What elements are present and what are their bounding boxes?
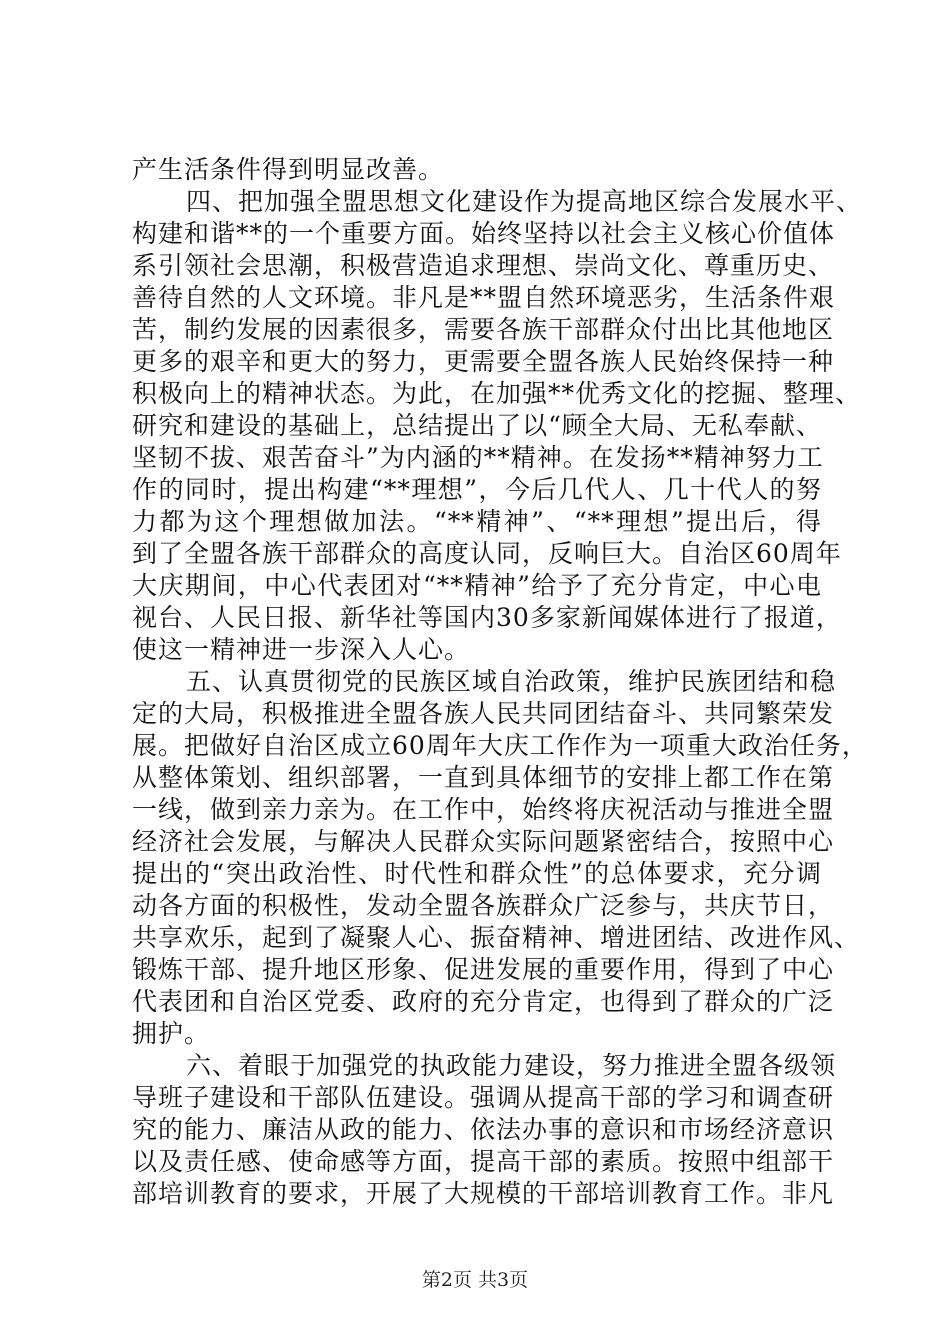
text-line: 锻炼干部、提升地区形象、促进发展的重要作用，得到了中心: [132, 955, 835, 984]
text-line: 大庆期间，中心代表团对“**精神”给予了充分肯定，中心电: [132, 571, 822, 600]
text-line: 四、把加强全盟思想文化建设作为提高地区综合发展水平、: [186, 187, 863, 216]
text-line: 系引领社会思潮，积极营造追求理想、崇尚文化、尊重历史、: [132, 251, 835, 280]
text-line: 研究和建设的基础上，总结提出了以“顾全大局、无私奉献、: [132, 411, 822, 440]
text-line: 定的大局，积极推进全盟各族人民共同团结奋斗、共同繁荣发: [132, 699, 835, 728]
text-line: 部培训教育的要求，开展了大规模的干部培训教育工作。非凡: [132, 1179, 835, 1208]
text-line: 从整体策划、组织部署，一直到具体细节的安排上都工作在第: [132, 763, 835, 792]
text-line: 使这一精神进一步深入人心。: [132, 635, 471, 664]
text-line: 共享欢乐，起到了凝聚人心、振奋精神、增进团结、改进作风、: [132, 923, 861, 952]
text-line: 以及责任感、使命感等方面，提高干部的素质。按照中组部干: [132, 1147, 835, 1176]
text-line: 产生活条件得到明显改善。: [132, 155, 445, 184]
text-line: 导班子建设和干部队伍建设。强调从提高干部的学习和调查研: [132, 1083, 835, 1112]
text-line: 力都为这个理想做加法。“**精神”、“**理想”提出后，得: [132, 507, 822, 536]
document-body: [132, 154, 868, 1210]
text-line: 动各方面的积极性，发动全盟各族群众广泛参与，共庆节日，: [132, 891, 835, 920]
text-line: 视台、人民日报、新华社等国内30多家新闻媒体进行了报道，: [132, 603, 842, 632]
text-line: 拥护。: [132, 1019, 211, 1048]
text-line: 究的能力、廉洁从政的能力、依法办事的意识和市场经济意识: [132, 1115, 835, 1144]
text-line: 作的同时，提出构建“**理想”，今后几代人、几十代人的努: [132, 475, 822, 504]
text-line: 一线，做到亲力亲为。在工作中，始终将庆祝活动与推进全盟: [132, 795, 835, 824]
text-line: 到了全盟各族干部群众的高度认同，反响巨大。自治区60周年: [132, 539, 842, 568]
text-line: 苦，制约发展的因素很多，需要各族干部群众付出比其他地区: [132, 315, 835, 344]
text-line: 善待自然的人文环境。非凡是**盟自然环境恶劣，生活条件艰: [132, 283, 836, 312]
text-line: 五、认真贯彻党的民族区域自治政策，维护民族团结和稳: [186, 667, 837, 696]
text-line: 六、着眼于加强党的执政能力建设，努力推进全盟各级领: [186, 1051, 837, 1080]
text-line: 坚韧不拔、艰苦奋斗”为内涵的**精神。在发扬**精神努力工: [132, 443, 824, 472]
page-number-footer: 第2页 共3页: [421, 1269, 529, 1291]
text-line: 提出的“突出政治性、时代性和群众性”的总体要求，充分调: [132, 859, 822, 888]
text-line: 积极向上的精神状态。为此，在加强**优秀文化的挖掘、整理、: [132, 379, 862, 408]
text-line: 经济社会发展，与解决人民群众实际问题紧密结合，按照中心: [132, 827, 835, 856]
text-line: 代表团和自治区党委、政府的充分肯定，也得到了群众的广泛: [132, 987, 835, 1016]
text-line: 更多的艰辛和更大的努力，更需要全盟各族人民始终保持一种: [132, 347, 835, 376]
text-line: 展。把做好自治区成立60周年大庆工作作为一项重大政治任务，: [132, 731, 868, 760]
text-line: 构建和谐**的一个重要方面。始终坚持以社会主义核心价值体: [132, 219, 836, 248]
